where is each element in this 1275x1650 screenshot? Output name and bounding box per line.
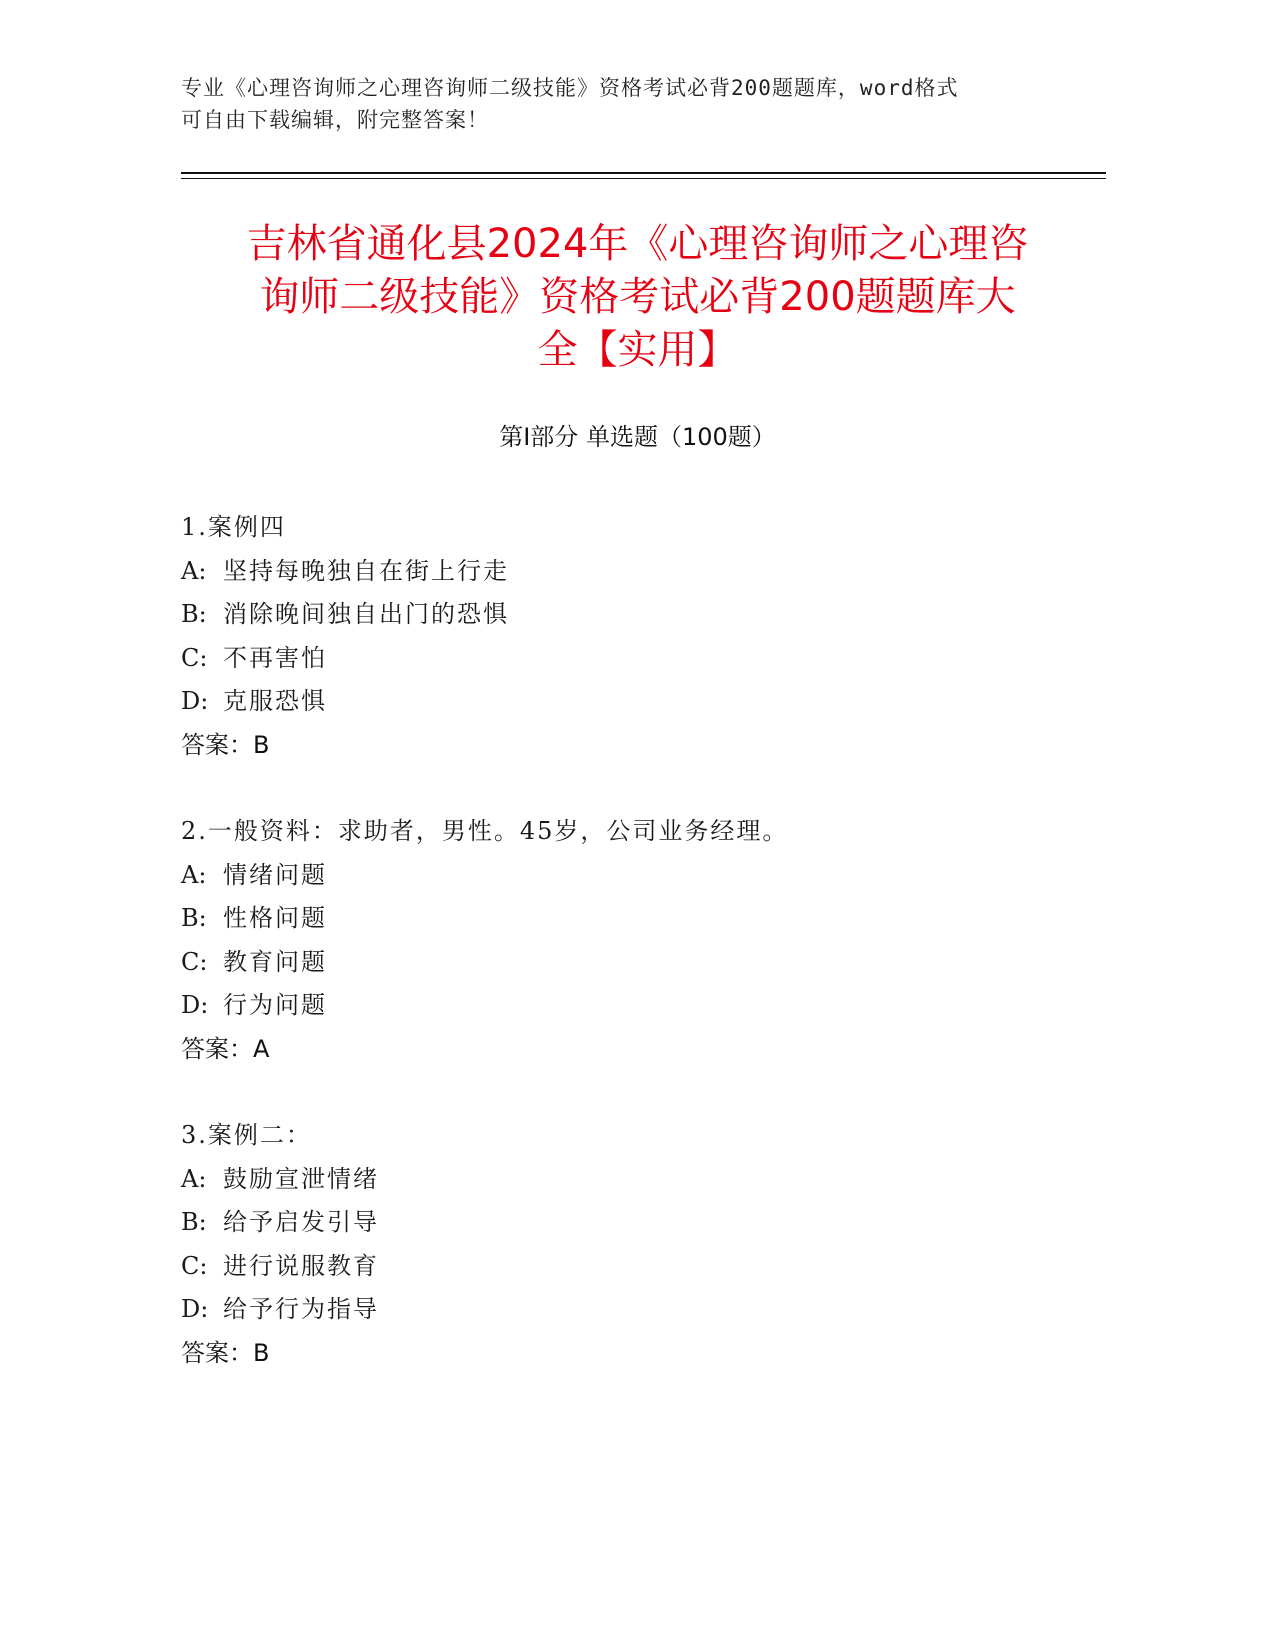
- title-line: 吉林省通化县2024年《心理咨询师之心理咨: [246, 221, 1029, 267]
- title-line: 全【实用】: [537, 327, 738, 373]
- option-text: 性格问题: [223, 904, 327, 932]
- option-text: 情绪问题: [223, 860, 327, 889]
- header-note-line: 可自由下载编辑，附完整答案！: [181, 108, 489, 132]
- option-b: [181, 897, 1081, 941]
- header-note: [181, 72, 1041, 136]
- option-a: [181, 854, 1081, 898]
- option-c: [181, 637, 1081, 681]
- header-note-line: 专业《心理咨询师之心理咨询师二级技能》资格考试必背200题题库，word格式: [181, 76, 959, 100]
- option-text: 鼓励宣泄情绪: [223, 1164, 379, 1193]
- option-a: [181, 550, 1081, 594]
- option-text: 给予行为指导: [223, 1295, 379, 1323]
- option-text: 克服恐惧: [223, 687, 327, 715]
- option-text: 进行说服教育: [223, 1251, 379, 1280]
- option-text: 行为问题: [223, 991, 327, 1019]
- question-stem: 1.案例四: [181, 513, 286, 541]
- question-item: [181, 506, 1081, 767]
- option-label: A:: [181, 1164, 207, 1193]
- option-c: [181, 1245, 1081, 1289]
- option-label: D:: [181, 687, 209, 715]
- option-label: B:: [181, 600, 207, 628]
- title-line: 询师二级技能》资格考试必背200题题库大: [259, 274, 1016, 320]
- answer-line: 答案：A: [181, 1034, 270, 1063]
- question-list: [181, 506, 1081, 1418]
- option-label: A:: [181, 860, 207, 889]
- option-a: [181, 1158, 1081, 1202]
- option-label: C:: [181, 1251, 208, 1280]
- option-d: [181, 984, 1081, 1028]
- option-b: [181, 1201, 1081, 1245]
- option-text: 给予启发引导: [223, 1208, 379, 1236]
- option-label: B:: [181, 904, 207, 932]
- header-divider: [181, 172, 1106, 174]
- document-title: [160, 218, 1115, 377]
- option-b: [181, 593, 1081, 637]
- option-label: B:: [181, 1208, 207, 1236]
- answer-line: 答案：B: [181, 730, 270, 759]
- question-item: [181, 1114, 1081, 1375]
- option-label: D:: [181, 991, 209, 1019]
- option-label: A:: [181, 556, 207, 585]
- option-c: [181, 941, 1081, 985]
- option-text: 不再害怕: [223, 643, 327, 672]
- option-d: [181, 1288, 1081, 1332]
- question-stem: 3.案例二：: [181, 1121, 312, 1149]
- section-heading: 第Ⅰ部分 单选题（100题）: [499, 423, 776, 451]
- option-label: C:: [181, 947, 208, 976]
- option-label: D:: [181, 1295, 209, 1323]
- option-d: [181, 680, 1081, 724]
- option-text: 坚持每晚独自在街上行走: [223, 556, 509, 585]
- option-text: 教育问题: [223, 947, 327, 976]
- option-label: C:: [181, 643, 208, 672]
- option-text: 消除晚间独自出门的恐惧: [223, 600, 509, 628]
- header-divider-thin: [181, 178, 1106, 179]
- question-stem: 2.一般资料：求助者，男性。45岁，公司业务经理。: [181, 817, 789, 845]
- answer-line: 答案：B: [181, 1338, 270, 1367]
- question-item: [181, 810, 1081, 1071]
